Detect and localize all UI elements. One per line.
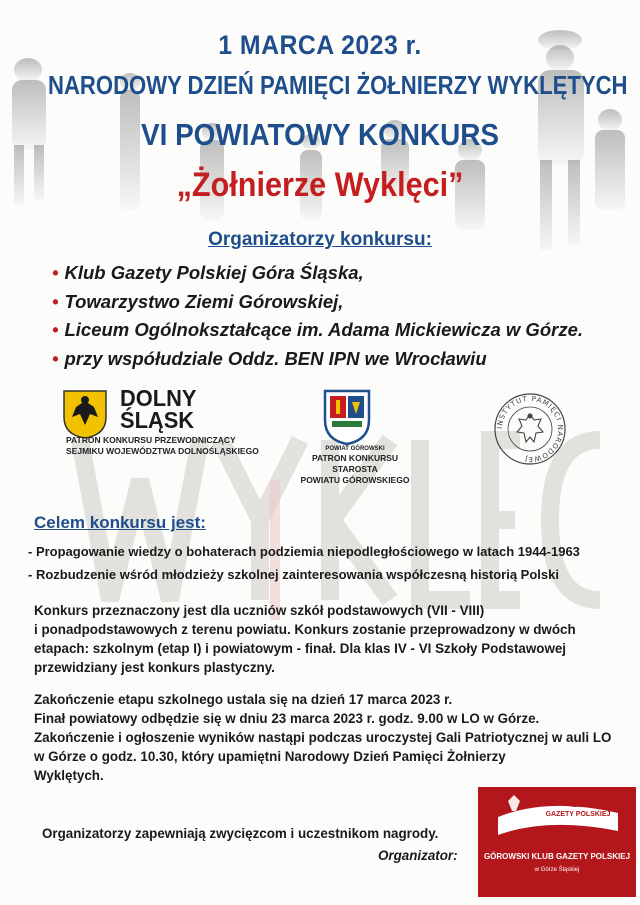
bullet-icon: • — [52, 319, 59, 340]
ipn-seal-text: INSTYTUT PAMIĘCI NARODOWEJ — [495, 394, 565, 464]
organizer-signature: Organizator: — [378, 848, 458, 863]
organizer-item: • Klub Gazety Polskiej Góra Śląska, — [52, 262, 364, 283]
organizer-item: • przy współudziale Oddz. BEN IPN we Wrocławiu — [52, 347, 487, 369]
club-name: GÓROWSKI KLUB GAZETY POLSKIEJ — [483, 852, 631, 861]
club-place: w Górze Śląskiej — [534, 867, 580, 873]
schedule-paragraph — [34, 690, 634, 785]
stamp-top-label: GAZETY POLSKIEJ — [545, 811, 611, 818]
dolny-slask-logo-line1: DOLNY — [120, 385, 197, 411]
organizers-heading: Organizatorzy konkursu: — [208, 229, 432, 250]
patron-caption: SEJMIKU WOJEWÓDZTWA DOLNOŚLĄSKIEGO — [66, 446, 259, 456]
event-date: 1 MARCA 2023 r. — [218, 30, 422, 60]
patron-caption: STAROSTA — [332, 464, 378, 474]
text-line: i ponadpodstawowych z terenu powiatu. Konkurs zostanie przeprowadzony w dwóch — [34, 622, 576, 637]
text-line: Zakończenie i ogłoszenie wyników nastąpi podczas uroczystej Gali Patriotycznej w auli LO — [34, 730, 612, 745]
stamp-top-small: KLUBY — [569, 803, 587, 809]
svg-text:INSTYTUT PAMIĘCI NARODOWEJ — [496, 395, 564, 463]
prizes-note: Organizatorzy zapewniają zwycięzcom i uczestnikom nagrody. — [42, 826, 439, 841]
ipn-eagle-seal-icon — [493, 392, 567, 466]
bullet-icon: • — [52, 347, 59, 369]
dolny-slask-crest-icon — [62, 389, 108, 439]
dolny-slask-logo-line2: ŚLĄSK — [120, 407, 195, 433]
goals-list — [28, 544, 580, 590]
patron-powiat — [300, 388, 410, 488]
text-line: Wyklętych. — [34, 768, 104, 783]
text-line: Konkurs przeznaczony jest dla uczniów szkół podstawowych (VII - VIII) — [34, 603, 485, 618]
goals-heading: Celem konkursu jest: — [34, 513, 206, 532]
contest-name: „Żołnierze Wyklęci” — [176, 166, 464, 204]
text-line: etapach: szkolnym (etap I) i powiatowym - finał. Dla klas IV - VI Szkoły Podstawowej — [34, 641, 567, 656]
text-line: przewidziany jest konkurs plastyczny. — [34, 660, 275, 675]
organizers-list — [52, 262, 583, 376]
patron-caption: PATRON KONKURSU PRZEWODNICZĄCY — [66, 435, 236, 445]
patron-dolny-slask — [62, 385, 312, 469]
text-line: Finał powiatowy odbędzie się w dniu 23 marca 2023 r. godz. 9.00 w LO w Górze. — [34, 711, 540, 726]
bullet-icon: • — [52, 290, 59, 312]
patron-caption: PATRON KONKURSU — [311, 453, 399, 463]
goal-item: - Propagowanie wiedzy o bohaterach podziemia niepodległościowego w latach 1944-1963 — [28, 544, 580, 559]
powiat-emblem-text: POWIAT GÓROWSKI — [325, 446, 385, 452]
organizer-item: • Liceum Ogólnokształcące im. Adama Mickiewicza w Górze. — [52, 319, 583, 340]
ipn-seal — [493, 392, 567, 466]
text-line: Zakończenie etapu szkolnego ustala się na dzień 17 marca 2023 r. — [34, 692, 453, 707]
club-stamp — [478, 787, 636, 897]
commemoration-day-title: NARODOWY DZIEŃ PAMIĘCI ŻOŁNIERZY WYKLĘTYCH — [48, 70, 628, 100]
patron-caption: POWIATU GÓROWSKIEGO — [300, 475, 410, 485]
audience-paragraph — [34, 601, 634, 677]
powiat-emblem-icon — [322, 388, 372, 446]
text-line: w Górze o godz. 10.30, który upamiętni Narodowy Dzień Pamięci Żołnierzy — [34, 749, 506, 764]
contest-title: VI POWIATOWY KONKURS — [140, 117, 500, 152]
bullet-icon: • — [52, 262, 59, 283]
organizer-item: • Towarzystwo Ziemi Górowskiej, — [52, 290, 344, 312]
goal-item: - Rozbudzenie wśród młodzieży szkolnej zainteresowania współczesną historią Polski — [28, 567, 559, 582]
